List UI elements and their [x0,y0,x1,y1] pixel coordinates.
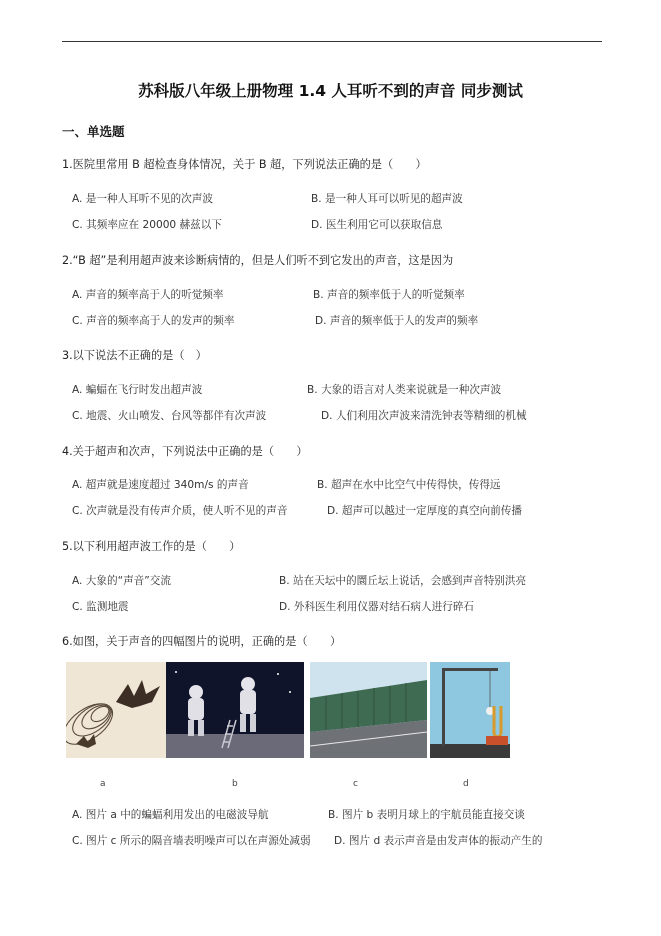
question-6-stem: 6.如图，关于声音的四幅图片的说明，正确的是（ ） [62,635,342,648]
question-4-option-a[interactable]: A. 超声就是速度超过 340m/s 的声音 [72,479,249,491]
question-4-option-c[interactable]: C. 次声就是没有传声介质，使人听不见的声音 [72,505,288,517]
question-5-option-a[interactable]: A. 大象的“声音”交流 [72,575,171,587]
question-1-option-b[interactable]: B. 是一种人耳可以听见的超声波 [311,193,463,205]
question-4-option-d[interactable]: D. 超声可以越过一定厚度的真空向前传播 [327,505,522,517]
question-5-option-b[interactable]: B. 站在天坛中的圜丘坛上说话，会感到声音特别洪亮 [279,575,527,587]
section-heading: 一、单选题 [62,124,125,139]
question-4-option-b[interactable]: B. 超声在水中比空气中传得快，传得远 [317,479,501,491]
question-6-option-d[interactable]: D. 图片 d 表示声音是由发声体的振动产生的 [334,835,543,847]
question-3-option-a[interactable]: A. 蝙蝠在飞行时发出超声波 [72,384,203,396]
figure-a-caption: a [100,779,106,789]
question-6-option-c[interactable]: C. 图片 c 所示的隔音墙表明噪声可以在声源处减弱 [72,835,311,847]
figure-d-tuning-fork [430,662,510,758]
question-3-stem: 3.以下说法不正确的是（ ） [62,349,207,362]
figure-c-caption: c [353,779,358,789]
question-1-option-a[interactable]: A. 是一种人耳听不见的次声波 [72,193,213,205]
question-6-option-a[interactable]: A. 图片 a 中的蝙蝠利用发出的电磁波导航 [72,809,269,821]
question-5-option-c[interactable]: C. 监测地震 [72,601,129,613]
figure-a-bat [66,662,166,758]
figure-b-astronauts [166,662,304,758]
question-3-option-c[interactable]: C. 地震、火山喷发、台风等都伴有次声波 [72,410,267,422]
page-title: 苏科版八年级上册物理 1.4 人耳听不到的声音 同步测试 [138,82,523,100]
question-3-option-b[interactable]: B. 大象的语言对人类来说就是一种次声波 [307,384,502,396]
question-1-option-c[interactable]: C. 其频率应在 20000 赫兹以下 [72,219,222,231]
header-rule [62,41,602,42]
figure-c-sound-barrier [310,662,427,758]
question-1-option-d[interactable]: D. 医生利用它可以获取信息 [311,219,443,231]
question-2-option-a[interactable]: A. 声音的频率高于人的听觉频率 [72,289,224,301]
question-6-option-b[interactable]: B. 图片 b 表明月球上的宇航员能直接交谈 [328,809,525,821]
question-1-stem: 1.医院里常用 B 超检查身体情况，关于 B 超，下列说法正确的是（ ） [62,158,427,171]
question-5-option-d[interactable]: D. 外科医生利用仪器对结石病人进行碎石 [279,601,474,613]
question-3-option-d[interactable]: D. 人们利用次声波来清洗钟表等精细的机械 [321,410,527,422]
question-4-stem: 4.关于超声和次声，下列说法中正确的是（ ） [62,445,308,458]
question-2-option-d[interactable]: D. 声音的频率低于人的发声的频率 [315,315,479,327]
figure-b-caption: b [232,779,238,789]
question-2-option-b[interactable]: B. 声音的频率低于人的听觉频率 [313,289,465,301]
question-2-option-c[interactable]: C. 声音的频率高于人的发声的频率 [72,315,235,327]
question-2-stem: 2.“B 超”是利用超声波来诊断病情的，但是人们听不到它发出的声音，这是因为 [62,254,454,267]
figure-d-caption: d [463,779,469,789]
question-5-stem: 5.以下利用超声波工作的是（ ） [62,540,241,553]
